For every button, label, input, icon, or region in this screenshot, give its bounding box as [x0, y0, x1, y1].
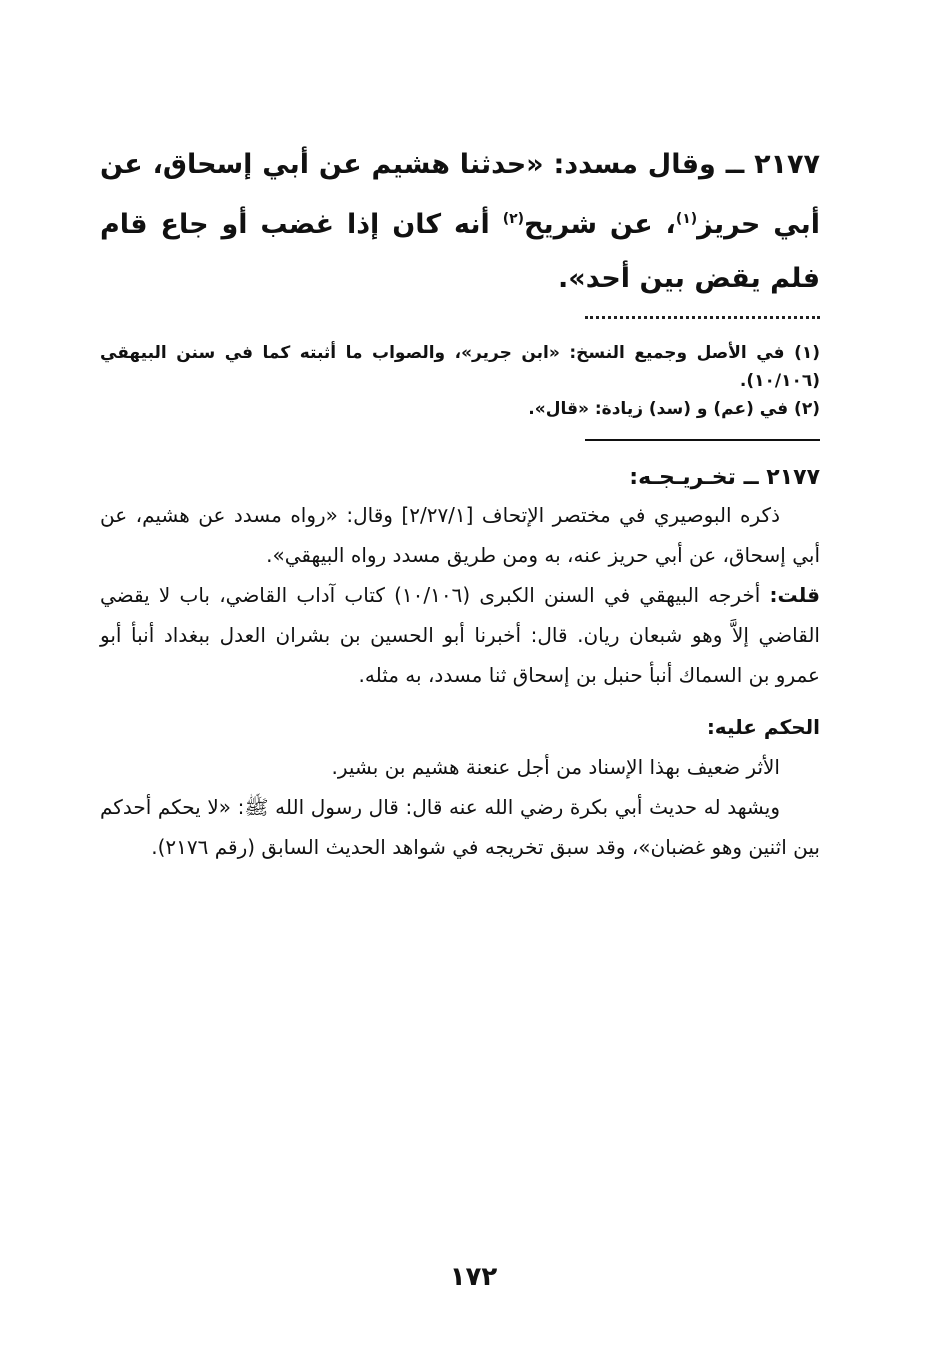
footnote-1: [100, 339, 820, 395]
narration-number: ٢١٧٧ ــ: [725, 149, 820, 180]
footnote-1-marker: (١): [794, 343, 821, 363]
narration-text-end: أنه كان إذا غضب أو جاع قام فلم يقض بين أحد».: [100, 209, 820, 294]
takhrij-heading: ٢١٧٧ ــ تخـريـجـه:: [629, 465, 820, 490]
footnote-1-text: في الأصل وجميع النسخ: «ابن جرير»، والصواب ما أثبته كما في سنن البيهقي (١٠/١٠٦).: [100, 343, 820, 391]
ruling-paragraph-1: الأثر ضعيف بهذا الإسناد من أجل عنعنة هشيم بن بشير.: [331, 755, 780, 779]
footnote-marker-1[interactable]: (١): [675, 211, 698, 227]
ruling-heading: الحكم عليه:: [706, 715, 820, 739]
section-divider: [585, 439, 820, 441]
footnote-2: [100, 395, 820, 423]
footnote-marker-2[interactable]: (٢): [502, 211, 525, 227]
page-content: [100, 138, 820, 867]
footnote-2-text: في (عم) و (سد) زيادة: «قال».: [528, 399, 789, 419]
narration-text-middle: ، عن شريح: [524, 209, 676, 240]
footnote-2-marker: (٢): [794, 399, 820, 419]
narration-text-start: وقال مسدد: «حدثنا هشيم عن أبي إسحاق، عن أبي حريز: [100, 149, 820, 240]
footnote-dotted-separator: [585, 316, 820, 321]
takhrij-paragraph-2-lead: قلت:: [769, 583, 820, 607]
takhrij-paragraph-2: [100, 575, 820, 695]
ruling-paragraph-2: ويشهد له حديث أبي بكرة رضي الله عنه قال: قال رسول الله ﷺ: «لا يحكم أحدكم بين اثنين وهو غضبان»، وقد سبق تخريجه في شواهد الحديث السابق (رقم ٢١٧٦).: [100, 795, 820, 859]
page-number: ١٧٢: [449, 1262, 498, 1292]
takhrij-paragraph-1: ذكره البوصيري في مختصر الإتحاف [٢/٢٧/١] وقال: «رواه مسدد عن هشيم، عن أبي إسحاق، عن أبي حريز عنه، به ومن طريق مسدد رواه البيهقي».: [100, 503, 820, 567]
takhrij-paragraph-2-text: أخرجه البيهقي في السنن الكبرى (١٠/١٠٦) كتاب آداب القاضي، باب لا يقضي القاضي إلاَّ وهو شبعان ريان. قال: أخبرنا أبو الحسين بن بشران العدل ببغداد أنبأ أبو عمرو بن السماك أنبأ حنبل بن إسحاق ثنا مسدد، به مثله.: [100, 583, 820, 687]
footnotes: [100, 339, 820, 423]
narration-paragraph: [100, 138, 820, 306]
